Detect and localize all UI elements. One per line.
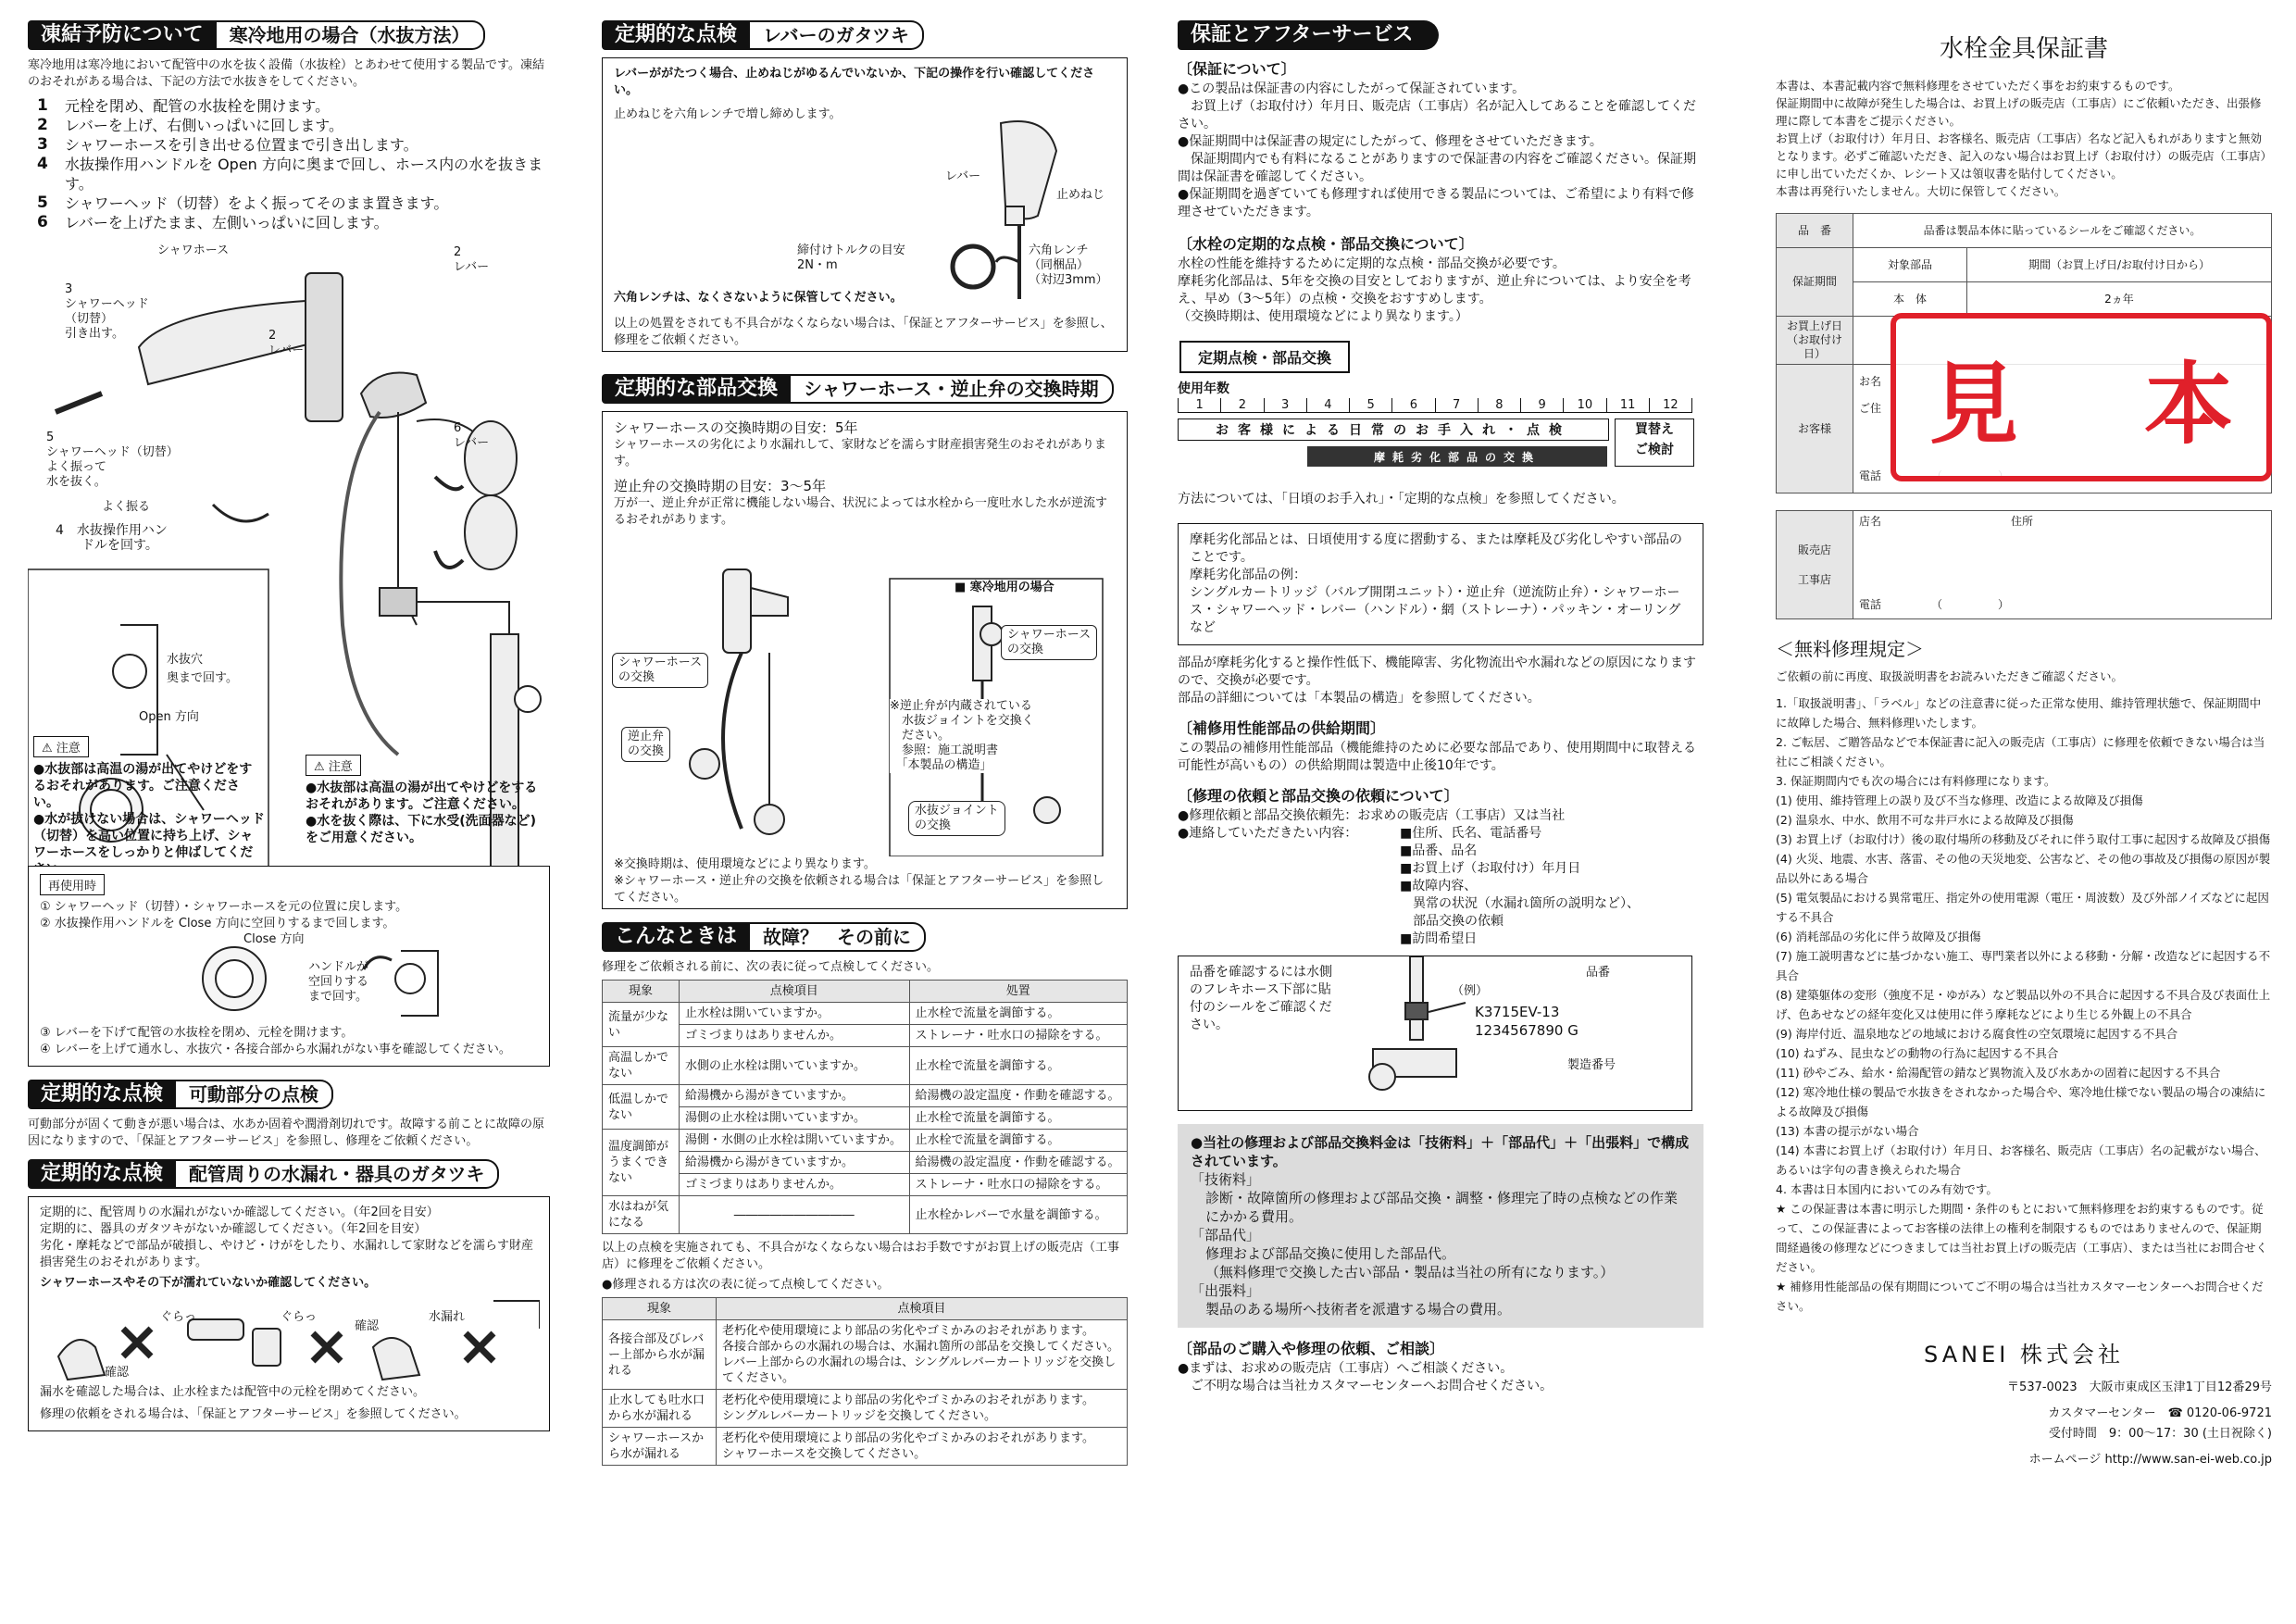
section-title: こんなときは — [602, 922, 750, 952]
year-tick: 5 — [1349, 398, 1391, 412]
list-item: 1.「取扱説明書」、「ラベル」などの注意書に従った正常な使用、維持管理状態で、保証期間中に故障した場合、無料修理いたします。 — [1776, 696, 2262, 730]
fee-key: 「部品代」 — [1191, 1227, 1261, 1243]
label-check: 確認 — [105, 1366, 130, 1380]
subheading: 〔補修用性能部品の供給期間〕 — [1178, 719, 1386, 737]
method-text: 方法については、「日頃のお手入れ」・「定期的な点検」を参照してください。 — [1178, 492, 1625, 506]
step: 3 シャワーホースを引き出せる位置まで引き出します。 — [37, 135, 418, 154]
section-subtitle: 寒冷地用の場合（水抜方法） — [217, 20, 485, 50]
caution-label: ⚠ 注意 — [33, 736, 89, 757]
table-header: 点検項目 — [717, 1298, 1128, 1320]
list-item: 4. 本書は日本国内においてのみ有効です。 — [1776, 1182, 1998, 1196]
caution-label: ⚠ 注意 — [306, 755, 361, 776]
seal-box — [1178, 956, 1692, 1111]
inspection-text: 水栓の性能を維持するために定期的な点検・部品交換が必要です。 摩耗劣化部品は、5年を交換の目安としておりますが、逆止弁については、より安全を考え、早め（3～5年）の点検・交換をおすすめします。 （交換時期は、使用環境などにより異なります。） — [1178, 256, 1691, 324]
request-item: ■お買上げ（お取付け）年月日 — [1400, 861, 1581, 876]
label-head5: 5 シャワーヘッド（切替） よく振って 水を抜く。 — [46, 431, 179, 489]
list-item: ★ 補修用性能部品の保有期間についてご不明の場合は当社カスタマーセンターへお問合せください。 — [1776, 1280, 2264, 1313]
caution-text: ●水抜部は高温の湯が出てやけどをするおそれがあります。ご注意ください。 — [33, 762, 253, 810]
caution-box-1 — [33, 736, 265, 878]
label-joint: 水抜ジョイント の交換 — [908, 801, 1005, 836]
label-close: Close 方向 — [243, 932, 305, 946]
seal-serial: 1234567890 G — [1475, 1022, 1578, 1039]
label-leak: 水漏れ — [429, 1310, 466, 1324]
reuse-step: ② 水抜操作用ハンドルを Close 方向に空回りするまで回します。 — [40, 917, 395, 931]
table-row: 電話 — [1777, 459, 2272, 493]
bar-daily-care: お客様による日常のお手入れ・点検 — [1178, 418, 1609, 441]
label-head3: 3 シャワーヘッド （切替） 引き出す。 — [65, 282, 149, 341]
year-tick: 3 — [1264, 398, 1306, 412]
fee-value: 診断・故障箇所の修理および部品交換・調整・修理完了時の点検などの作業にかかる費用。 — [1205, 1190, 1678, 1225]
table-row: 本 体 2ヵ年 — [1777, 282, 2272, 317]
fee-key: 「出張料」 — [1191, 1282, 1261, 1299]
label-lever2b: 2 レバー — [454, 245, 490, 274]
shop-name-label: 店名 — [1859, 515, 1882, 528]
table-row: 止水しても吐水口から水が漏れる 老朽化や使用環境により部品の劣化やゴミかみのおそれがあります。 シングルレバーカートリッジを交換してください。 — [603, 1390, 1128, 1428]
year-tick: 1 — [1178, 398, 1220, 412]
business-hours: 受付時間 9：00～17：30 (土日祝除く) — [2048, 1427, 2272, 1441]
label-screw: 止めねじ — [1056, 188, 1105, 202]
table-row: 品 番 品番は製品本体に貼っているシールをご確認ください。 — [1777, 214, 2272, 248]
section-title: 保証とアフターサービス — [1178, 20, 1439, 50]
label-torque: 締付けトルクの目安 2N・m — [797, 244, 905, 272]
table-header: 処置 — [909, 981, 1127, 1003]
year-tick: 2 — [1220, 398, 1263, 412]
lever-after: 以上の処置をされても不具合がなくならない場合は、「保証とアフターサービス」を参照し、修理をご依頼ください。 — [614, 317, 1113, 347]
subheading: 〔部品のご購入や修理の依頼、ご相談〕 — [1178, 1340, 1445, 1357]
column-inspection — [602, 20, 1128, 1466]
request-contents — [1178, 825, 1703, 948]
trouble-intro: 修理をご依頼される前に、次の表に従って点検してください。 — [602, 960, 940, 974]
lever-box — [602, 57, 1128, 352]
leak-section-header — [28, 1159, 550, 1189]
table-row: お客様 お名 — [1777, 365, 2272, 399]
lever-text: レバーががたつく場合、止めねじがゆるんでいないか、下記の操作を行い確認してください。 — [614, 67, 1095, 97]
website-link[interactable]: ホームページ http://www.san-ei-web.co.jp — [2028, 1453, 2272, 1467]
list-item: (8) 建築躯体の変形（強度不足・ゆがみ）など製品以外の不具合に起因する不具合及び表面仕上げ、色あせなどの経年変化又は使用に伴う摩耗などにより生じる外観上の不具合 — [1776, 988, 2271, 1021]
list-item: (7) 施工説明書などに基づかない施工、専門業者以外による移動・分解・改造などに起因する不具合 — [1776, 949, 2271, 982]
label-wobble: ぐらっ — [281, 1310, 318, 1324]
warranty-text: ●この製品は保証書の内容にしたがって保証されています。 お買上げ（お取付け）年月日、販売店（工事店）名が記入してあることを確認してください。 — [1178, 81, 1696, 131]
fee-key: 「技術料」 — [1191, 1171, 1261, 1188]
buy-text: ●まずは、お求めの販売店（工事店）へご相談ください。 ご不明な場合は当社カスタマーセンターへお問合せください。 — [1178, 1361, 1554, 1393]
seal-part-number: K3715EV-13 — [1475, 1004, 1560, 1020]
list-item: (6) 消耗部品の劣化に伴う故障及び損傷 — [1776, 930, 1981, 943]
label-shake: よく振る — [102, 500, 151, 514]
leak-box — [28, 1196, 550, 1431]
caution-text: ●水抜部は高温の湯が出てやけどをするおそれがあります。ご注意ください。 — [306, 781, 538, 812]
freeze-illustration — [28, 236, 550, 912]
list-item: (2) 温泉水、中水、飲用不可な井戸水による故障及び損傷 — [1776, 813, 2074, 827]
trouble-repl-intro: ●修理される方は次の表に従って点検してください。 — [602, 1278, 890, 1292]
list-item: ★ この保証書は本書に明示した期間・条件のもとにおいて無料修理をお約束するものです。従って、この保証書によってお客様の法律上の権利を制限するものではありませんので、保証期間経過後の修理などにつきましては当社お買上げの販売店（工事店）、または当社にお問合せください。 — [1776, 1202, 2268, 1274]
table-row: 湯側の止水栓は開いていますか。 止水栓で流量を調節する。 — [603, 1107, 1128, 1130]
label-note: ※逆止弁が内蔵されている 水抜ジョイントを交換く ださい。 参照：施工説明書 「本製品の構造」 — [890, 699, 1034, 772]
freeze-intro: 寒冷地用は寒冷地において配管中の水を抜く設備（水抜栓）とあわせて使用する製品です。凍結のおそれがある場合は、下記の方法で水抜きをしてください。 — [28, 58, 544, 89]
request-item: ■住所、氏名、電話番号 — [1400, 826, 1542, 841]
step: 1 元栓を閉め、配管の水抜栓を開けます。 — [37, 96, 331, 115]
year-tick: 10 — [1563, 398, 1605, 412]
label-hole: 水抜穴 — [167, 653, 204, 667]
request-item: ■訪問希望日 — [1400, 931, 1478, 946]
list-item: (12) 寒冷地仕様の製品で水抜きをされなかった場合や、寒冷地仕様でない製品の場合の凍結による故障及び損傷 — [1776, 1085, 2266, 1118]
label-wobble: ぐらっ — [160, 1310, 197, 1324]
section-title: 定期的な点検 — [28, 1080, 176, 1109]
label-lever: レバー — [945, 169, 981, 183]
regulation-intro: ご依頼の前に再度、取扱説明書をお読みいただきご確認ください。 — [1776, 669, 2124, 683]
freeze-section-header — [28, 20, 550, 50]
label-lever2a: 2 レバー — [268, 329, 305, 357]
warning-icon: ⚠ — [314, 760, 325, 774]
label-wrench: 六角レンチ （同梱品） （対辺3mm） — [1029, 244, 1108, 287]
lever-text: 止めねじを六角レンチで増し締めします。 — [614, 107, 842, 121]
schedule-title: 定期点検・部品交換 — [1179, 341, 1350, 373]
list-item: (9) 海岸付近、温泉地などの地域における腐食性の空気環境に起因する不具合 — [1776, 1027, 2178, 1041]
supply-text: この製品の補修用性能部品（機能維持のために必要な部品であり、使用期間中に取替える可能性が高いもの）の供給期間は製造中止後10年です。 — [1178, 741, 1696, 773]
request-item: ■品番、品名 — [1400, 843, 1478, 858]
leak-text: 定期的に、配管周りの水漏れがないか確認してください。（年2回を目安） 定期的に、器具のガタツキがないか確認してください。（年2回を目安） 劣化・摩耗などで部品が破損し、やけど・けがをしたり、水漏れして家財などを濡らす財産損害発生のおそれがあります。 — [40, 1206, 534, 1269]
list-item: (10) ねずみ、昆虫などの動物の行為に起因する不具合 — [1776, 1046, 2059, 1060]
table-row: お買上げ日 （お取付け日） — [1777, 317, 2272, 365]
parts-diagram — [612, 551, 1112, 856]
request-label: ●連絡していただきたい内容： — [1178, 826, 1358, 841]
section-title: 定期的な点検 — [602, 20, 750, 50]
section-subtitle: レバーのガタツキ — [750, 20, 924, 50]
cold-label: ■ 寒冷地用の場合 — [955, 581, 1054, 594]
table-row: 販売店 工事店 店名 住所 電話 （ ） — [1777, 511, 2272, 619]
trouble-table — [602, 980, 1128, 1234]
parts-hose-text: シャワーホースの劣化により水漏れして、家財などを濡らす財産損害発生のおそれがあります。 — [614, 438, 1106, 468]
table-row: ゴミづまりはありませんか。 ストレーナ・吐水口の掃除をする。 — [603, 1025, 1128, 1047]
warranty-section-header — [1178, 20, 1703, 50]
label-handle4: 4 水抜操作用ハン ドルを回す。 — [56, 523, 168, 553]
customer-center: カスタマーセンター ☎ 0120-06-9721 — [2048, 1406, 2272, 1420]
warranty-text: ●保証期間を過ぎていても修理すれば使用できる製品については、ご希望により有料で修理させていただきます。 — [1178, 187, 1694, 219]
freeze-steps — [37, 96, 550, 232]
year-tick: 4 — [1306, 398, 1349, 412]
year-tick: 9 — [1520, 398, 1563, 412]
section-subtitle: 配管周りの水漏れ・器具のガタツキ — [176, 1159, 499, 1189]
label-hose: シャワーホース の交換 — [612, 653, 708, 688]
table-row: 各接合部及びレバー上部から水が漏れる 老朽化や使用環境により部品の劣化やゴミかみのおそれがあります。 各接合部からの水漏れの場合は、水漏れ箇所の部品を交換してください。 レバー上部からの水漏れの場合は、シングルレバーカートリッジを交換してください。 — [603, 1320, 1128, 1390]
caution-text: ●水が抜けない場合は、シャワーヘッド（切替）を高い位置に持ち上げ、シャワーホースをしっかりと伸ばしてくだ — [33, 812, 265, 860]
certificate-form — [1776, 213, 2272, 619]
bar-parts-replace: 摩耗劣化部品の交換 — [1307, 446, 1607, 467]
subheading: 〔水栓の定期的な点検・部品交換について〕 — [1178, 235, 1474, 253]
subheading: 〔修理の依頼と部品交換の依頼について〕 — [1178, 787, 1459, 805]
seal-example: （例） — [1452, 984, 1489, 998]
table-row: 低温しかでない 給湯機から湯がきていますか。 給湯機の設定温度・作動を確認する。 — [603, 1085, 1128, 1107]
label-hose2: シャワーホース の交換 — [1001, 625, 1097, 660]
subheading: 〔保証について〕 — [1178, 60, 1296, 78]
table-header: 点検項目 — [680, 981, 910, 1003]
year-tick: 12 — [1649, 398, 1692, 412]
section-subtitle: 故障？ その前に — [750, 922, 926, 952]
table-header: 現象 — [603, 1298, 717, 1320]
table-row: ゴミづまりはありませんか。 ストレーナ・吐水口の掃除をする。 — [603, 1174, 1128, 1196]
leak-repair: 修理の依頼をされる場合は、「保証とアフターサービス」を参照してください。 — [40, 1407, 467, 1421]
caution-text: ●水を抜く際は、下に水受(洗面器など)をご用意ください。 — [306, 814, 537, 845]
list-item: 2. ご転居、ご贈答品などで本保証書に記入の販売店（工事店）に修理を依頼できない場合は当社にご相談ください。 — [1776, 735, 2265, 768]
step: 6 レバーを上げたまま、左側いっぱいに回します。 — [37, 213, 389, 231]
wear-after: 部品が摩耗劣化すると操作性低下、機能障害、劣化物流出や水漏れなどの原因になりますので、交換が必要です。 部品の詳細については「本製品の構造」を参照してください。 — [1178, 656, 1696, 706]
shop-addr-label: 住所 — [2011, 515, 2034, 528]
list-item: (14) 本書にお買上げ（お取付け）年月日、お客様名、販売店（工事店）名の記載がない場合、あるいは字句の書き換えられた場合 — [1776, 1143, 2266, 1177]
section-title: 定期的な点検 — [28, 1159, 176, 1189]
label-hose: シャワホース — [157, 244, 230, 257]
list-item: (5) 電気製品における異常電圧、指定外の使用電源（電圧・周波数）及び外部ノイズなどに起因する不具合 — [1776, 891, 2269, 924]
label-spin: ハンドルが 空回りする まで回す。 — [308, 960, 369, 1004]
table-row: 流量が少ない 止水栓は開いていますか。 止水栓で流量を調節する。 — [603, 1003, 1128, 1025]
years-scale — [1178, 398, 1692, 413]
seal-pn-label: 品番 — [1586, 966, 1611, 980]
replace-box: 買替え ご検討 — [1615, 418, 1694, 467]
parts-hose-heading: シャワーホースの交換時期の目安：5年 — [614, 419, 858, 436]
list-item: (1) 使用、維持管理上の誤り及び不当な修理、改造による故障及び損傷 — [1776, 793, 2143, 807]
list-item: (3) お買上げ（お取付け）後の取付場所の移動及びそれに伴う取付工事に起因する故障及び損傷 — [1776, 832, 2271, 846]
leak-after: 漏水を確認した場合は、止水栓または配管中の元栓を閉めてください。 — [40, 1385, 426, 1399]
section-title: 凍結予防について — [28, 20, 217, 50]
step: 5 シャワーヘッド（切替）をよく振ってそのまま置きます。 — [37, 194, 449, 212]
parts-check-text: 万が一、逆止弁が正常に機能しない場合、状況によっては水栓から一度吐水した水が逆流するおそれがあります。 — [614, 496, 1108, 527]
warranty-text: ●保証期間中は保証書の規定にしたがって、修理をさせていただきます。 保証期間内でも有料になることがありますので保証書の内容をご確認ください。保証期間は保証書を確認してください。 — [1178, 134, 1696, 184]
column-warranty — [1178, 20, 1703, 1395]
label-check: 逆止弁 の交換 — [621, 727, 670, 762]
sample-stamp: 見 本 — [1890, 313, 2272, 481]
table-row: 保証期間 対象部品 期間（お買上げ日/お取付け日から） — [1777, 248, 2272, 282]
leak-illustration — [40, 1292, 538, 1384]
request-item: ■故障内容、 異常の状況（水漏れ箇所の説明など）、 部品交換の依頼 — [1400, 879, 1640, 929]
section-title: 定期的な部品交換 — [602, 374, 791, 404]
keep-wrench: 六角レンチは、なくさないように保管してください。 — [614, 291, 903, 305]
list-item: (13) 本書の提示がない場合 — [1776, 1124, 1919, 1138]
reuse-step: ③ レバーを下げて配管の水抜栓を閉め、元栓を開けます。 — [40, 1026, 354, 1040]
schedule-bars — [1178, 418, 1703, 470]
repair-table — [602, 1297, 1128, 1466]
seal-sn-label: 製造番号 — [1567, 1058, 1616, 1072]
label-lever6: 6 レバー — [454, 421, 490, 450]
table-header: 現象 — [603, 981, 680, 1003]
wear-box — [1178, 523, 1703, 645]
fee-value: 修理および部品交換に使用した部品代。 （無料修理で交換した古い部品・製品は当社の所有になります。） — [1205, 1245, 1615, 1280]
column-freeze — [28, 20, 550, 1439]
label-check: 確認 — [355, 1319, 380, 1333]
reuse-box — [28, 866, 550, 1067]
fee-heading: ●当社の修理および部品交換料金は「技術料」＋「部品代」＋「出張料」で構成されています。 — [1191, 1134, 1690, 1169]
regulation-title: ＜無料修理規定＞ — [1776, 638, 1924, 660]
table-row: 給湯機から湯がきていますか。 給湯機の設定温度・作動を確認する。 — [603, 1152, 1128, 1174]
parts-box — [602, 411, 1128, 909]
table-row: 温度調節がうまくできない 湯側・水側の止水栓は開いていますか。 止水栓で流量を調節する。 — [603, 1130, 1128, 1152]
year-tick: 7 — [1435, 398, 1478, 412]
seal-text: 品番を確認するには水側のフレキホース下部に貼付のシールをご確認ください。 — [1190, 965, 1332, 1032]
fee-value: 製品のある場所へ技術者を派遣する場合の費用。 — [1205, 1301, 1512, 1318]
list-item: (11) 砂やごみ、給水・給湯配管の錆など異物流入及び水あかの固着に起因する不具合 — [1776, 1066, 2221, 1080]
table-row: 高温しかでない 水側の止水栓は開いていますか。 止水栓で流量を調節する。 — [603, 1047, 1128, 1085]
movable-text: 可動部分が固くて動きが悪い場合は、水あか固着や潤滑剤切れです。故障する前ことに故障の原因になりますので、「保証とアフターサービス」を参照し、修理をご依頼ください。 — [28, 1118, 544, 1148]
table-row: 水はねが気になる ―――――――――― 止水栓かレバーで水量を調節する。 — [603, 1196, 1128, 1234]
certificate-intro: 本書は、本書記載内容で無料修理をさせていただく事をお約束するものです。 保証期間中に故障が発生した場合は、お買上げの販売店（工事店）にご依頼いただき、出張修理に際して本書をご提示ください。 お買上げ（お取付け）年月日、お客様名、販売店（工事店）名など記入もれがありますと無効となります。必ずご確認いただき、記入のない場合はお買上げ（お取付け）の販売店（工事店）に申し出ていただくか、レシート又は領収書を貼付してください。 本書は再発行いたしません。大切に保管してください。 — [1776, 79, 2273, 198]
parts-section-header — [602, 374, 1128, 404]
parts-note: ※シャワーホース・逆止弁の交換を依頼される場合は「保証とアフターサービス」を参照してください。 — [614, 874, 1104, 905]
hose-check: シャワーホースやその下が濡れていないか確認してください。 — [40, 1276, 377, 1290]
column-certificate — [1776, 20, 2272, 1470]
caution-box-2 — [306, 755, 546, 846]
wear-text: 摩耗劣化部品とは、日頃使用する度に摺動する、または摩耗及び劣化しやすい部品のことです。 摩耗劣化部品の例： シングルカートリッジ（バルブ開閉ユニット）・逆止弁（逆流防止弁）・シャワーホース・シャワーヘッド・レバー（ハンドル）・網（ストレーナ）・パッキン・オーリングなど — [1190, 532, 1682, 635]
movable-section-header — [28, 1080, 550, 1109]
years-label: 使用年数 — [1178, 381, 1229, 396]
label-open: Open 方向 — [139, 710, 199, 724]
step: 4 水抜操作用ハンドルを Open 方向に奥まで回し、ホース内の水を抜きます。 — [37, 155, 543, 193]
section-subtitle: 可動部分の点検 — [176, 1080, 333, 1109]
list-item: (4) 火災、地震、水害、落雷、その他の天災地変、公害など、その他の事故及び損傷の原因が製品以外にある場合 — [1776, 852, 2271, 885]
reuse-step: ① シャワーヘッド（切替）・シャワーホースを元の位置に戻します。 — [40, 900, 408, 914]
company-name: SANEI 株式会社 — [1924, 1342, 2124, 1368]
close-illustration — [40, 932, 538, 1025]
warning-icon: ⚠ — [42, 742, 53, 756]
list-item: 3. 保証期間内でも次の場合には有料修理になります。 — [1776, 774, 2056, 788]
parts-note: ※交換時期は、使用環境などにより異なります。 — [614, 857, 876, 871]
company-address: 〒537-0023 大阪市東成区玉津1丁目12番29号 — [2007, 1380, 2272, 1394]
table-row: ご住 — [1777, 398, 2272, 459]
step: 2 レバーを上げ、右側いっぱいに回します。 — [37, 116, 343, 134]
request-dest: ●修理依頼と部品交換依頼先：お求めの販売店（工事店）又は当社 — [1178, 808, 1566, 823]
label-back: 奥まで回す。 — [167, 671, 238, 685]
year-tick: 6 — [1391, 398, 1434, 412]
parts-check-heading: 逆止弁の交換時期の目安：3～5年 — [614, 478, 827, 494]
section-subtitle: シャワーホース・逆止弁の交換時期 — [791, 374, 1114, 404]
certificate-title: 水栓金具保証書 — [1939, 35, 2108, 63]
trouble-section-header — [602, 922, 1128, 952]
year-tick: 11 — [1606, 398, 1649, 412]
regulation-list — [1776, 693, 2272, 1316]
table-row: シャワーホースから水が漏れる 老朽化や使用環境により部品の劣化やゴミかみのおそれがあります。 シャワーホースを交換してください。 — [603, 1428, 1128, 1466]
trouble-after: 以上の点検を実施されても、不具合がなくならない場合はお手数ですがお買上げの販売店（工事店）に修理をご依頼ください。 — [602, 1241, 1120, 1271]
reuse-title: 再使用時 — [40, 874, 105, 895]
fee-box — [1178, 1124, 1703, 1328]
lever-section-header — [602, 20, 1128, 50]
reuse-step: ④ レバーを上げて通水し、水抜穴・各接合部から水漏れがない事を確認してください。 — [40, 1043, 511, 1056]
year-tick: 8 — [1478, 398, 1520, 412]
shop-table — [1776, 510, 2272, 619]
